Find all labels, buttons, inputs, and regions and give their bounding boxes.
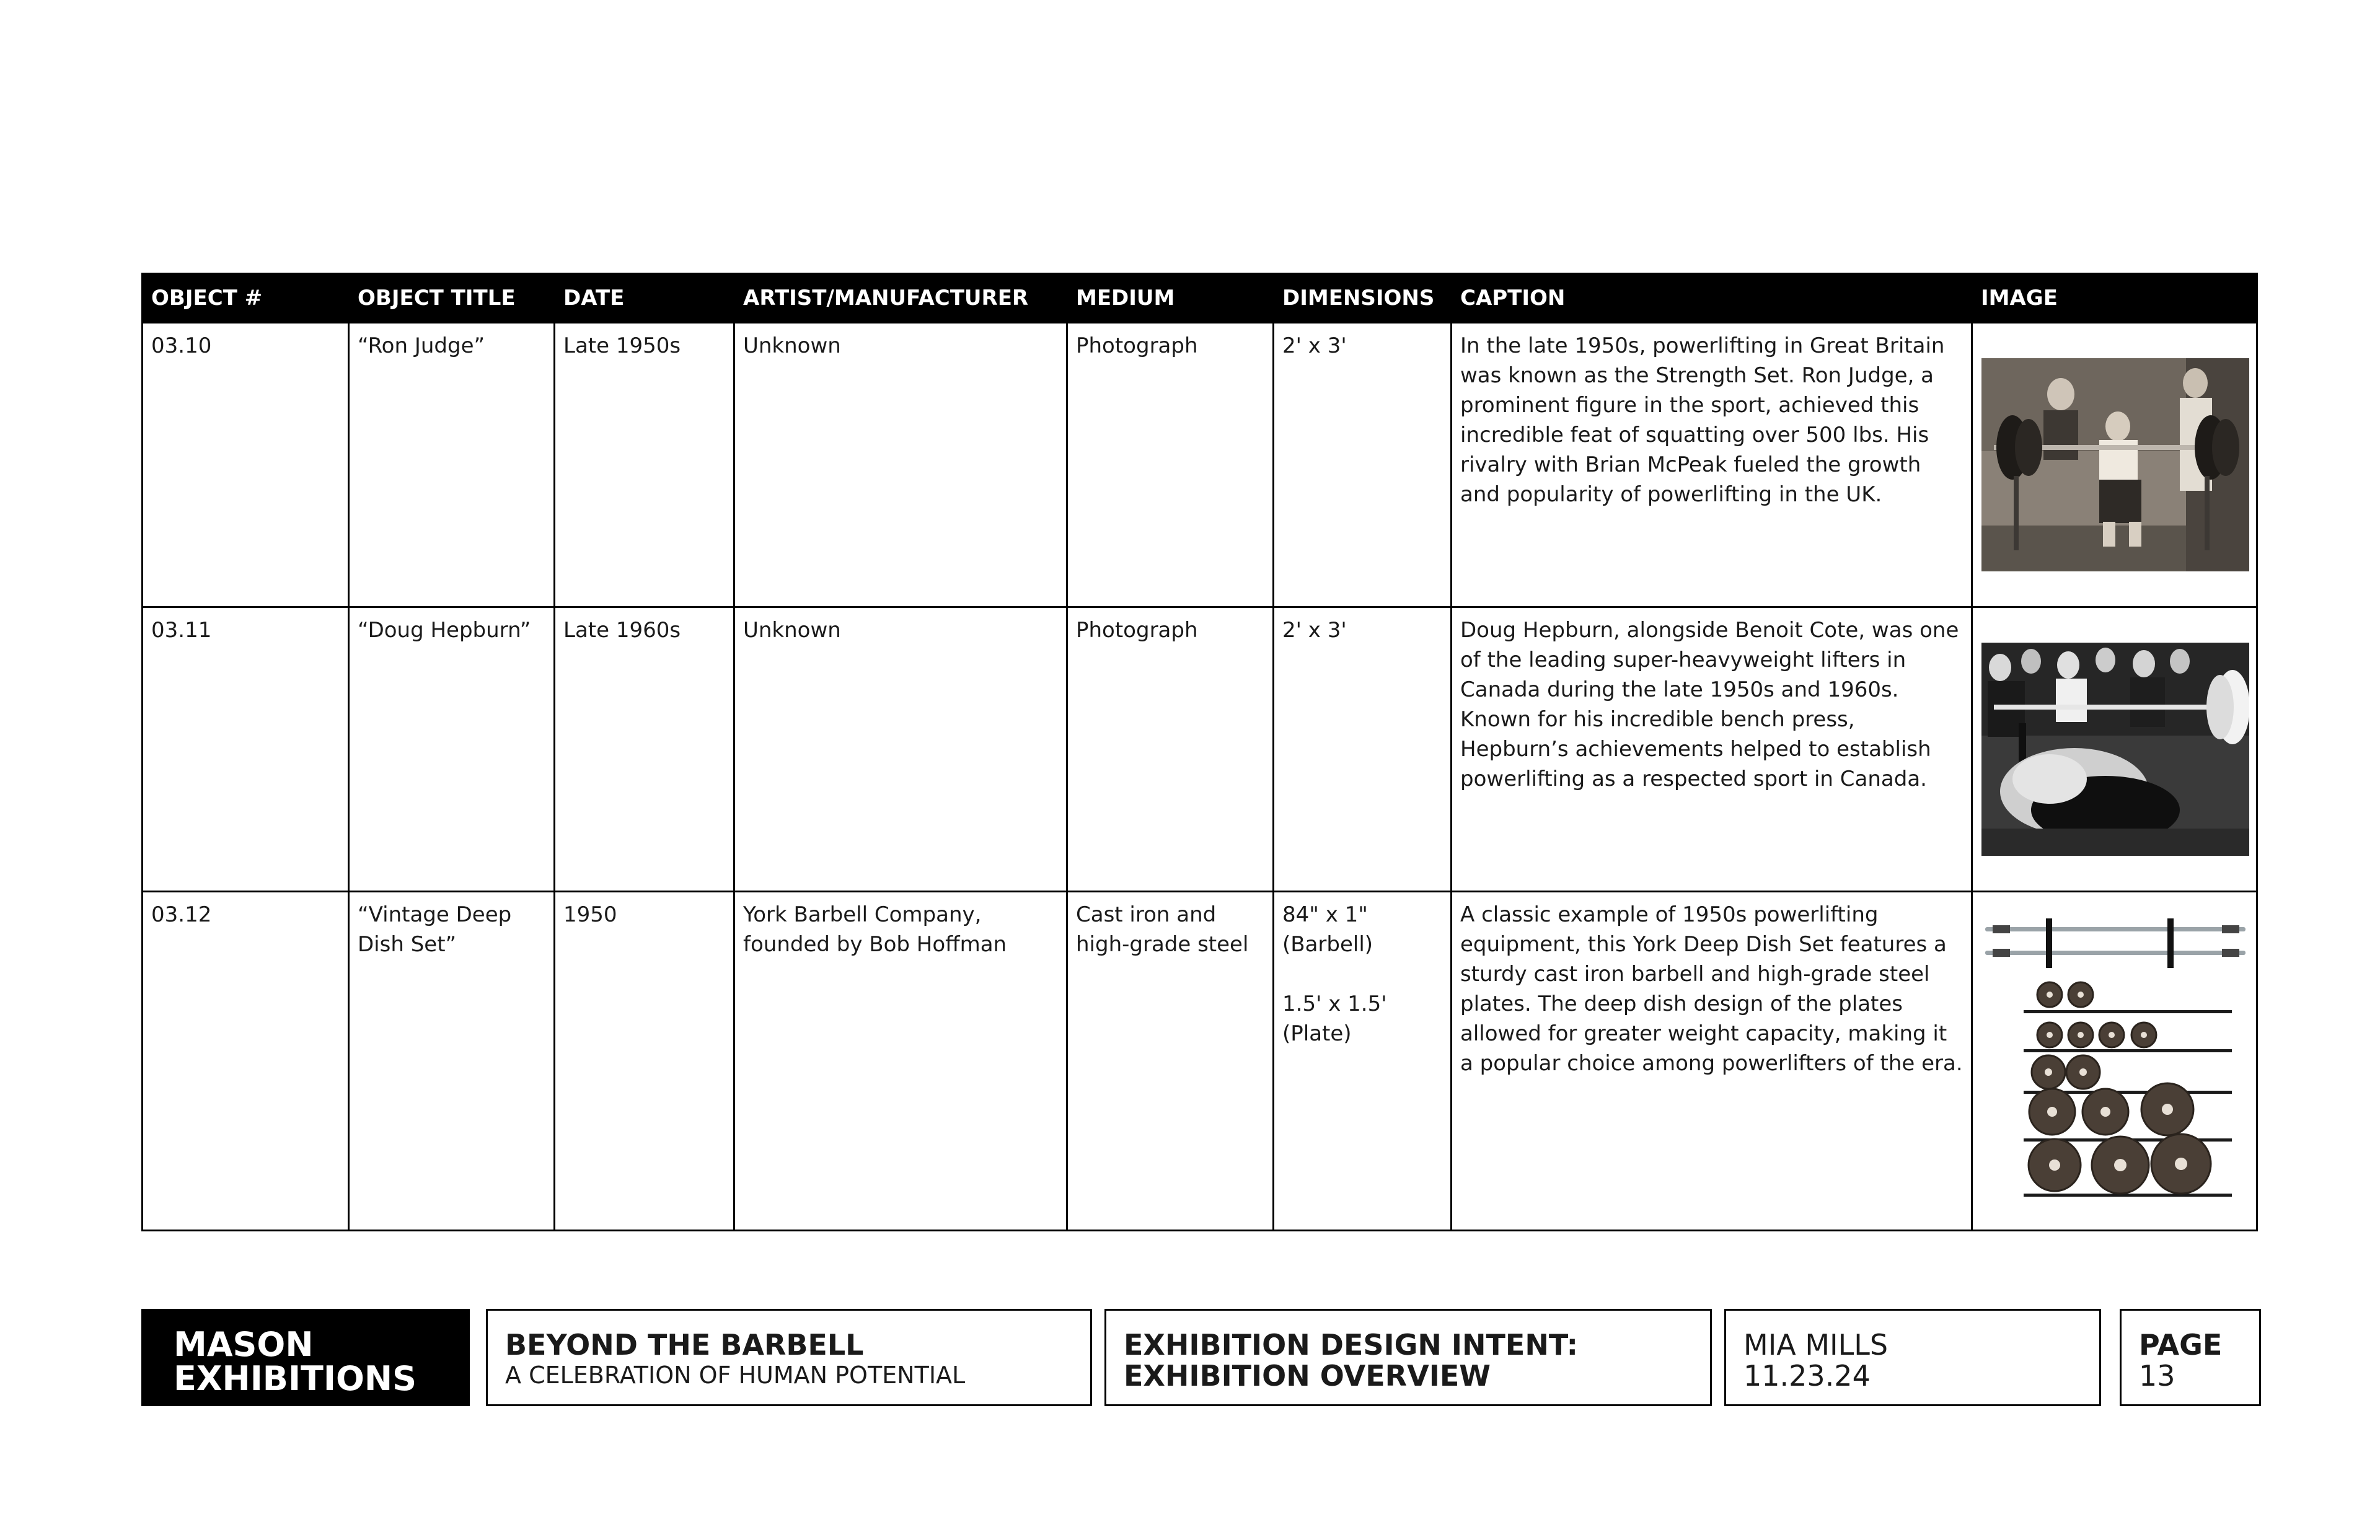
object-title-cell <box>349 323 555 607</box>
artist-cell <box>734 323 1067 607</box>
artist-cell <box>734 607 1067 892</box>
object-table <box>141 273 2258 1231</box>
dimensions-cell <box>1274 892 1452 1231</box>
intent-line-1: EXHIBITION DESIGN INTENT: <box>1124 1328 1579 1362</box>
date-cell: Late 1950s <box>555 323 734 607</box>
object-title-cell <box>349 892 555 1231</box>
caption-cell: In the late 1950s, powerlifting in Great Britain was known as the Strength Set. Ron Judge, a prominent figure in the sport, achieved this incredible feat of squatting over 500 lbs. His rivalry with Brian McPeak fueled the growth and popularity of powerlifting in the UK. <box>1452 323 1972 607</box>
exhibition-subtitle: A CELEBRATION OF HUMAN POTENTIAL <box>505 1362 966 1389</box>
medium-cell <box>1067 607 1274 892</box>
date-cell: 1950 <box>555 892 734 1231</box>
object-number-cell: 03.10 <box>143 323 349 607</box>
author-date-box <box>1724 1309 2101 1406</box>
barbell-set-image <box>1981 905 2249 1215</box>
author-name: MIA MILLS <box>1743 1328 1889 1362</box>
image-cell <box>1972 607 2257 892</box>
object-number-cell: 03.11 <box>143 607 349 892</box>
header-caption: CAPTION <box>1452 274 1972 323</box>
table-row <box>143 892 2257 1231</box>
dimensions: 2' x 3' <box>1282 618 1347 643</box>
page-number: 13 <box>2139 1359 2175 1393</box>
artist: Unknown <box>743 618 841 643</box>
page-label: PAGE <box>2139 1328 2223 1362</box>
table-row <box>143 323 2257 607</box>
header-object-number: OBJECT # <box>143 274 349 323</box>
caption-cell: A classic example of 1950s powerlifting equipment, this York Deep Dish Set features a sturdy cast iron barbell and high-grade steel plates. The deep dish design of the plates allowed for greater weight capacity, making it a popular choice among powerlifters of the era. <box>1452 892 1972 1231</box>
design-intent-box <box>1104 1309 1712 1406</box>
brand-line-1: MASON <box>174 1325 314 1364</box>
squat-photo <box>1981 358 2249 571</box>
artist-cell <box>734 892 1067 1231</box>
object-title-cell <box>349 607 555 892</box>
object-title: “Ron Judge” <box>358 333 485 358</box>
image-cell <box>1972 323 2257 607</box>
page-number-box <box>2120 1309 2261 1406</box>
dimensions-cell <box>1274 323 1452 607</box>
table-header-row <box>143 274 2257 323</box>
artist: York Barbell Company, founded by Bob Hoffman <box>743 902 1007 957</box>
header-image: IMAGE <box>1972 274 2257 323</box>
exhibition-title: BEYOND THE BARBELL <box>505 1328 864 1362</box>
header-date: DATE <box>555 274 734 323</box>
bench-press-photo <box>1981 643 2249 856</box>
dimensions-cell <box>1274 607 1452 892</box>
object-title: “Doug Hepburn” <box>358 618 531 643</box>
medium: Cast iron and high-grade steel <box>1076 902 1249 957</box>
dimensions: 84" x 1" (Barbell) 1.5' x 1.5' (Plate) <box>1282 902 1387 1046</box>
brand-logo <box>141 1309 470 1406</box>
medium-cell <box>1067 892 1274 1231</box>
table-row <box>143 607 2257 892</box>
header-object-title: OBJECT TITLE <box>349 274 555 323</box>
medium: Photograph <box>1076 618 1198 643</box>
header-artist: ARTIST/MANUFACTURER <box>734 274 1067 323</box>
header-medium: MEDIUM <box>1067 274 1274 323</box>
medium: Photograph <box>1076 333 1198 358</box>
brand-line-2: EXHIBITIONS <box>174 1359 416 1398</box>
artist: Unknown <box>743 333 841 358</box>
object-number-cell: 03.12 <box>143 892 349 1231</box>
dimensions: 2' x 3' <box>1282 333 1347 358</box>
intent-line-2: EXHIBITION OVERVIEW <box>1124 1359 1491 1393</box>
exhibition-title-box <box>486 1309 1092 1406</box>
date-cell: Late 1960s <box>555 607 734 892</box>
header-dimensions: DIMENSIONS <box>1274 274 1452 323</box>
medium-cell <box>1067 323 1274 607</box>
object-title: “Vintage Deep Dish Set” <box>358 902 512 957</box>
image-cell <box>1972 892 2257 1231</box>
caption-cell: Doug Hepburn, alongside Benoit Cote, was one of the leading super-heavyweight lifters in Canada during the late 1950s and 1960s. Known for his incredible bench press, Hepburn’s achievements helped to establish powerlifting as a respected sport in Canada. <box>1452 607 1972 892</box>
document-date: 11.23.24 <box>1743 1359 1871 1393</box>
